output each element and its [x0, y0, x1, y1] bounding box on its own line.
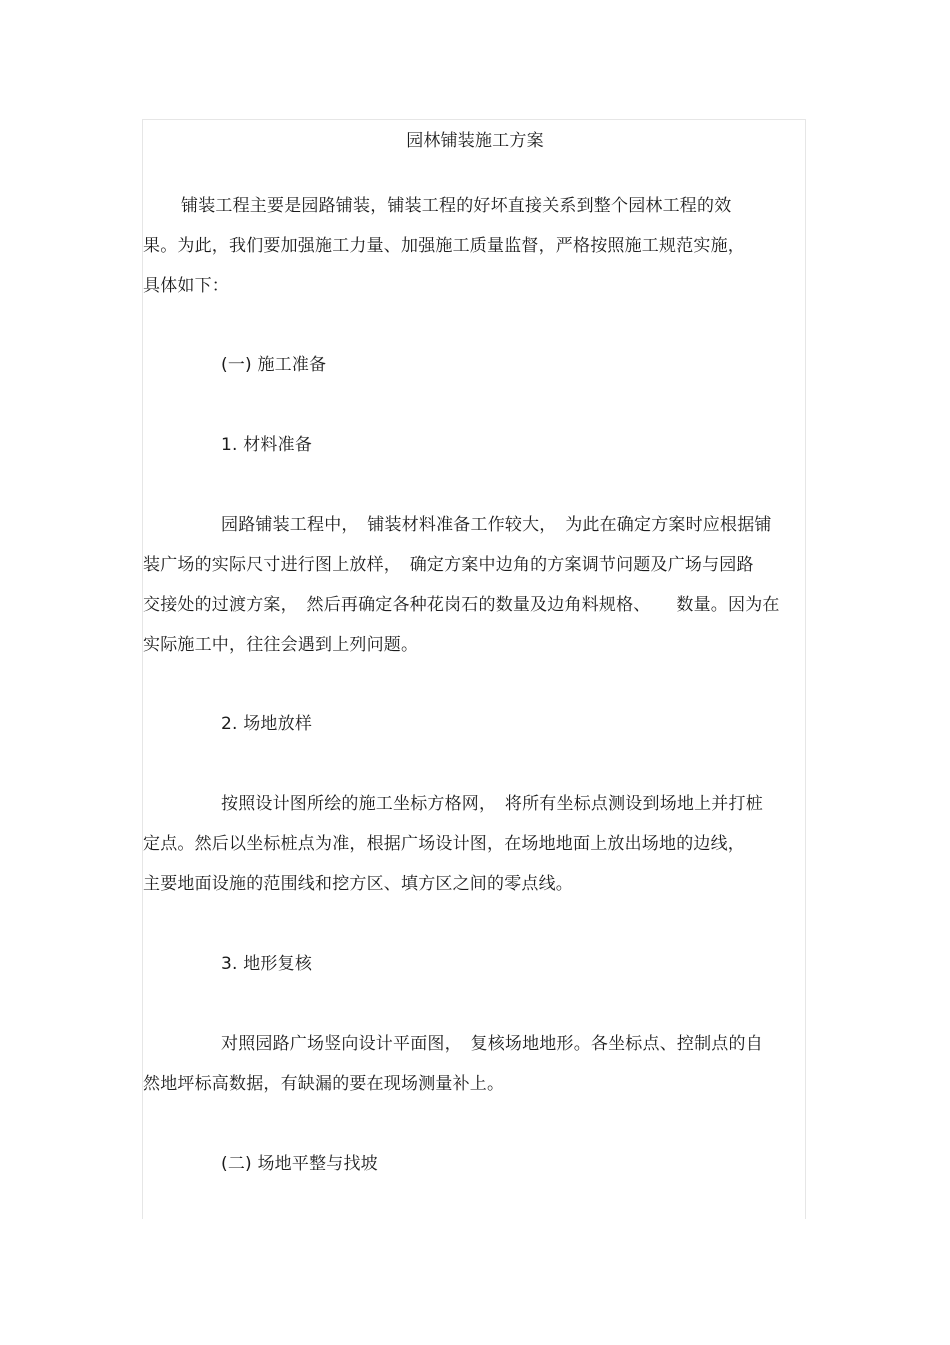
intro-line-2: 果。为此，我们要加强施工力量、加强施工质量监督，严格按照施工规范实施，: [143, 236, 745, 256]
item-heading-layout: 2. 场地放样: [221, 714, 313, 734]
intro-line-3: 具体如下：: [143, 276, 229, 296]
section-heading-grading: (二) 场地平整与找坡: [221, 1154, 378, 1174]
layout-line-3: 主要地面设施的范围线和挖方区、填方区之间的零点线。: [143, 874, 573, 894]
materials-line-1: 园路铺装工程中， 铺装材料准备工作较大， 为此在确定方案时应根据铺: [221, 515, 772, 535]
terrain-line-1: 对照园路广场竖向设计平面图， 复核场地地形。各坐标点、控制点的自: [221, 1034, 763, 1054]
intro-line-1: 铺装工程主要是园路铺装，铺装工程的好坏直接关系到整个园林工程的效: [181, 196, 732, 216]
materials-line-3: 交接处的过渡方案， 然后再确定各种花岗石的数量及边角料规格、 数量。因为在: [143, 595, 780, 615]
document-title: 园林铺装施工方案: [406, 131, 544, 151]
item-heading-terrain: 3. 地形复核: [221, 954, 313, 974]
section-heading-preparation: (一) 施工准备: [221, 355, 327, 375]
layout-line-1: 按照设计图所绘的施工坐标方格网， 将所有坐标点测设到场地上并打桩: [221, 794, 763, 814]
materials-line-4: 实际施工中，往往会遇到上列问题。: [143, 635, 419, 655]
item-heading-materials: 1. 材料准备: [221, 435, 313, 455]
materials-line-2: 装广场的实际尺寸进行图上放样， 确定方案中边角的方案调节问题及广场与园路: [143, 555, 754, 575]
layout-line-2: 定点。然后以坐标桩点为准，根据广场设计图，在场地地面上放出场地的边线，: [143, 834, 745, 854]
terrain-line-2: 然地坪标高数据，有缺漏的要在现场测量补上。: [143, 1074, 505, 1094]
